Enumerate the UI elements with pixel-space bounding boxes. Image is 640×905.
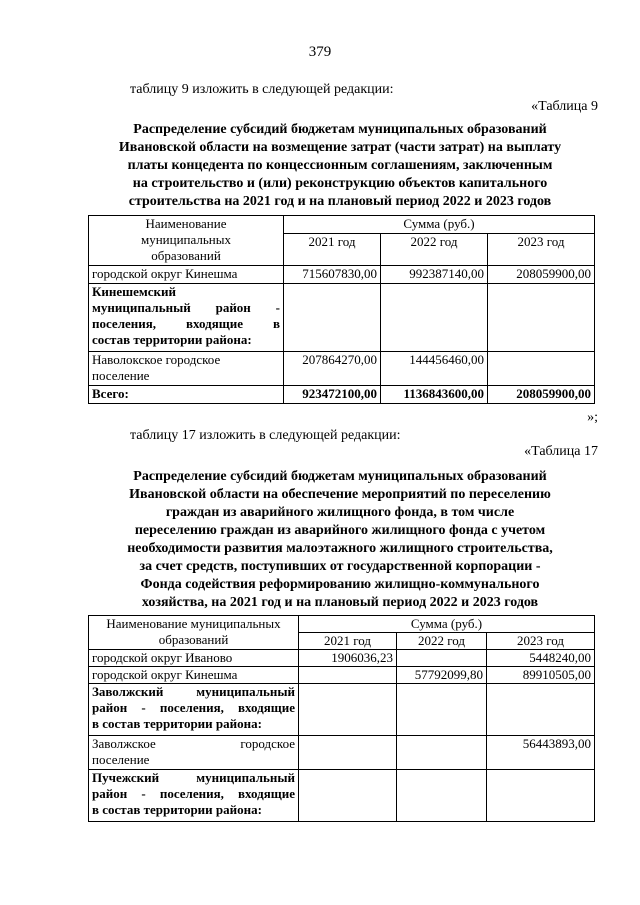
value-2023 — [487, 770, 595, 822]
table-row — [89, 650, 595, 667]
row-name-total: Всего: — [89, 386, 284, 404]
table-row — [89, 736, 595, 770]
row-name: городской округ Кинешма — [89, 667, 299, 684]
value-2022 — [397, 684, 487, 736]
value-2022 — [381, 284, 488, 352]
value-2022 — [397, 736, 487, 770]
table-17-year-2022: 2022 год — [397, 633, 487, 650]
value-2023 — [488, 352, 595, 386]
value-2021 — [299, 736, 397, 770]
total-2022: 1136843600,00 — [381, 386, 488, 404]
value-2022: 57792099,80 — [397, 667, 487, 684]
table-row — [89, 770, 595, 822]
table-17-col-name: Наименование муниципальных образований — [89, 616, 299, 650]
section2-table-ref: «Таблица 17 — [524, 444, 598, 459]
row-name: городской округ Иваново — [89, 650, 299, 667]
row-name-district: Заволжский муниципальный район - поселения, входящие в состав территории района: — [89, 684, 299, 736]
value-2021 — [299, 667, 397, 684]
value-2022 — [397, 770, 487, 822]
value-2022: 992387140,00 — [381, 266, 488, 284]
value-2022: 144456460,00 — [381, 352, 488, 386]
value-2023: 208059900,00 — [488, 266, 595, 284]
table-total-row — [89, 386, 595, 404]
page-number: 379 — [308, 44, 332, 60]
row-name: Заволжское городское поселение — [89, 736, 299, 770]
total-2023: 208059900,00 — [488, 386, 595, 404]
value-2023: 89910505,00 — [487, 667, 595, 684]
table-row — [89, 284, 595, 352]
table-row — [89, 684, 595, 736]
value-2021 — [299, 770, 397, 822]
table-9-year-2023: 2023 год — [488, 234, 595, 266]
row-name: городской округ Кинешма — [89, 266, 284, 284]
value-2021 — [299, 684, 397, 736]
row-name-district: Кинешемский муниципальный район - поселения, входящие в состав территории района: — [89, 284, 284, 352]
total-2021: 923472100,00 — [284, 386, 381, 404]
table-row — [89, 667, 595, 684]
value-2023 — [487, 684, 595, 736]
table-17-year-2021: 2021 год — [299, 633, 397, 650]
value-2023 — [488, 284, 595, 352]
table-row — [89, 266, 595, 284]
table-9-col-name: Наименование муниципальных образований — [89, 216, 284, 266]
section2-heading: Распределение субсидий бюджетам муниципальных образований Ивановской области на обеспечение мероприятий по переселению граждан из аварийного жилищного фонда, в том числе переселению граждан из аварийного жилищного фонда с учетом необходимости развития малоэтажного жилищного строительства, за счет средств, поступивших от государственной корпорации - Фонда содействия реформированию жилищно-коммунального хозяйства, на 2021 год и на плановый период 2022 и 2023 годов — [127, 469, 553, 610]
section1-intro: таблицу 9 изложить в следующей редакции: — [130, 82, 394, 97]
value-2022 — [397, 650, 487, 667]
row-name: Наволокское городское поселение — [89, 352, 284, 386]
table-17 — [88, 615, 595, 822]
table-9-year-2022: 2022 год — [381, 234, 488, 266]
section1-closing: »; — [587, 410, 598, 425]
value-2021 — [284, 284, 381, 352]
value-2021: 207864270,00 — [284, 352, 381, 386]
table-9-header-row — [89, 216, 595, 234]
value-2021: 1906036,23 — [299, 650, 397, 667]
section1-heading: Распределение субсидий бюджетам муниципальных образований Ивановской области на возмещение затрат (части затрат) на выплату платы концедента по концессионным соглашениям, заключенным на строительство и (или) реконструкцию объектов капитального строительства на 2021 год и на плановый период 2022 и 2023 годов — [118, 122, 562, 209]
table-9 — [88, 215, 595, 404]
table-row — [89, 352, 595, 386]
table-17-header-row — [89, 616, 595, 633]
table-17-year-2023: 2023 год — [487, 633, 595, 650]
value-2021: 715607830,00 — [284, 266, 381, 284]
table-9-year-2021: 2021 год — [284, 234, 381, 266]
section2-intro: таблицу 17 изложить в следующей редакции: — [130, 428, 401, 443]
row-name-district: Пучежский муниципальный район - поселения, входящие в состав территории района: — [89, 770, 299, 822]
table-17-col-sum: Сумма (руб.) — [299, 616, 595, 633]
value-2023: 56443893,00 — [487, 736, 595, 770]
value-2023: 5448240,00 — [487, 650, 595, 667]
table-9-col-sum: Сумма (руб.) — [284, 216, 595, 234]
section1-table-ref: «Таблица 9 — [531, 99, 598, 114]
